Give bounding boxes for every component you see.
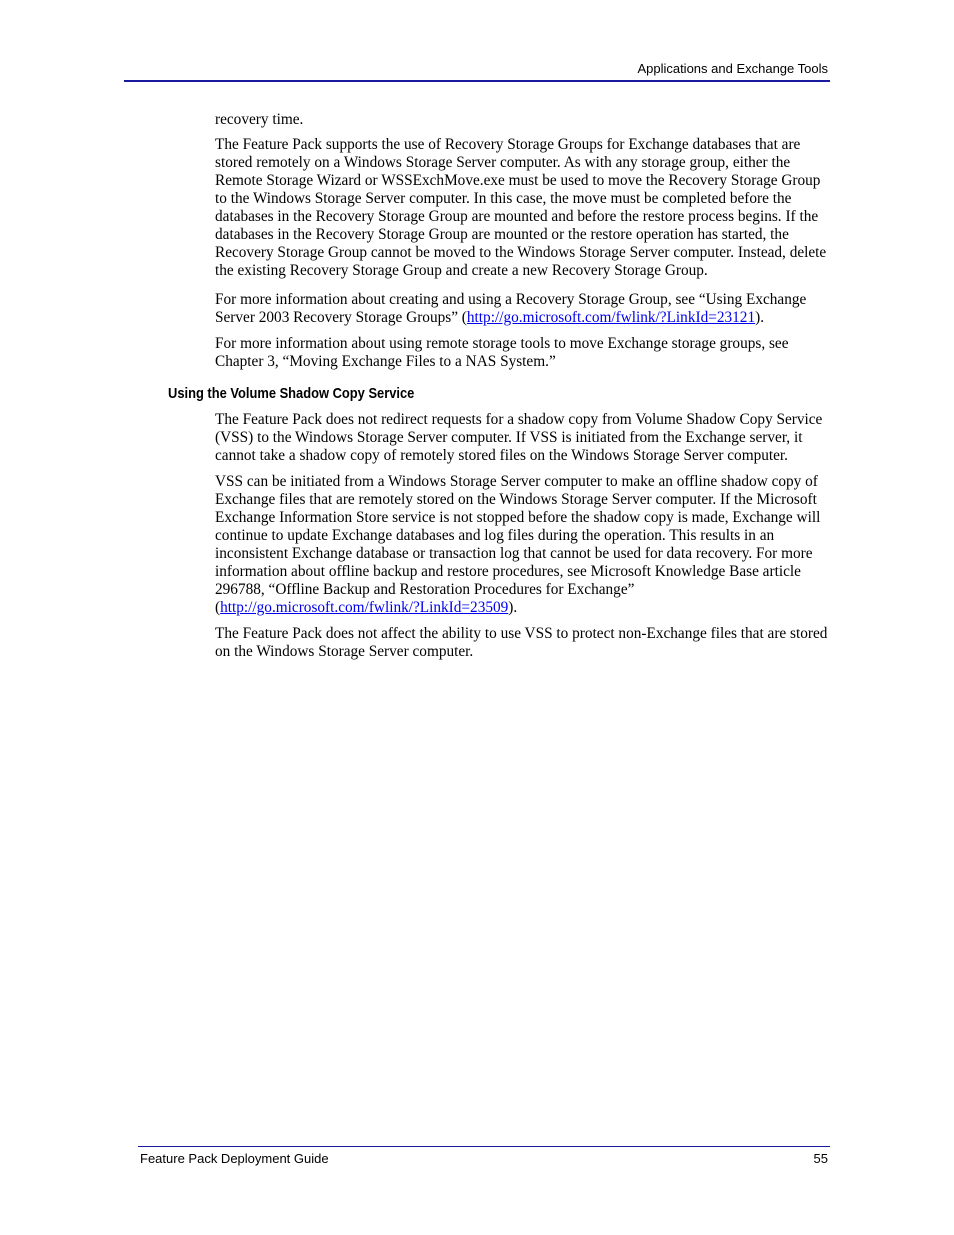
header-rule bbox=[124, 80, 830, 82]
paragraph-recovery-storage-groups: The Feature Pack supports the use of Recovery Storage Groups for Exchange databases that are stored remotely on a Windows Storage Server computer. As with any storage group, either the Remote Storage Wizard or WSSExchMove.exe must be used to move the Recovery Storage Group to the Windows Storage Server computer. In this case, the move must be completed before the databases in the Recovery Storage Group are mounted and before the restore process begins. If the databases in the Recovery Storage Group are mounted or the restore operation has started, the Recovery Storage Group cannot be moved to the Windows Storage Server computer. Instead, delete the existing Recovery Storage Group and create a new Recovery Storage Group. bbox=[215, 136, 827, 279]
paragraph-vss-no-redirect: The Feature Pack does not redirect requests for a shadow copy from Volume Shadow Copy Service (VSS) to the Windows Storage Server computer. If VSS is initiated from the Exchange server, it cannot take a shadow copy of remotely stored files on the Windows Storage Server computer. bbox=[215, 411, 823, 464]
footer-rule bbox=[138, 1146, 830, 1147]
footer-page-number: 55 bbox=[813, 1151, 828, 1166]
paragraph-vss-offline-copy bbox=[215, 473, 830, 617]
page-body bbox=[168, 111, 830, 669]
paragraph-text: VSS can be initiated from a Windows Storage Server computer to make an offline shadow copy of Exchange files that are remotely stored on the Windows Storage Server computer. If the Microsoft Exchange Information Store service is not stopped before the shadow copy is made, Exchange will continue to update Exchange databases and log files during the operation. This results in an inconsistent Exchange database or transaction log that cannot be used for data recovery. For more information about offline backup and restore procedures, see Microsoft Knowledge Base article 296788, “Offline Backup and Restoration Procedures for Exchange” ( bbox=[215, 473, 821, 616]
running-header-title: Applications and Exchange Tools bbox=[637, 61, 828, 76]
paragraph-text: For more information about creating and using a Recovery Storage Group, see “Using Exchange Server 2003 Recovery Storage Groups” ( bbox=[215, 291, 807, 326]
paragraph-remote-storage-tools: For more information about using remote storage tools to move Exchange storage groups, see Chapter 3, “Moving Exchange Files to a NAS System.” bbox=[215, 335, 789, 370]
paragraph-text: ). bbox=[508, 599, 518, 616]
offline-backup-link[interactable]: http://go.microsoft.com/fwlink/?LinkId=23509 bbox=[220, 599, 509, 616]
paragraph-vss-non-exchange: The Feature Pack does not affect the ability to use VSS to protect non-Exchange files that are stored on the Windows Storage Server computer. bbox=[215, 625, 828, 660]
paragraph-recovery-time: recovery time. bbox=[215, 111, 304, 128]
section-heading-vss: Using the Volume Shadow Copy Service bbox=[168, 385, 415, 402]
rsg-link[interactable]: http://go.microsoft.com/fwlink/?LinkId=23121 bbox=[466, 309, 756, 326]
footer-document-title: Feature Pack Deployment Guide bbox=[140, 1151, 329, 1166]
paragraph-text: ). bbox=[755, 309, 765, 326]
paragraph-rsg-more-info bbox=[215, 291, 830, 327]
